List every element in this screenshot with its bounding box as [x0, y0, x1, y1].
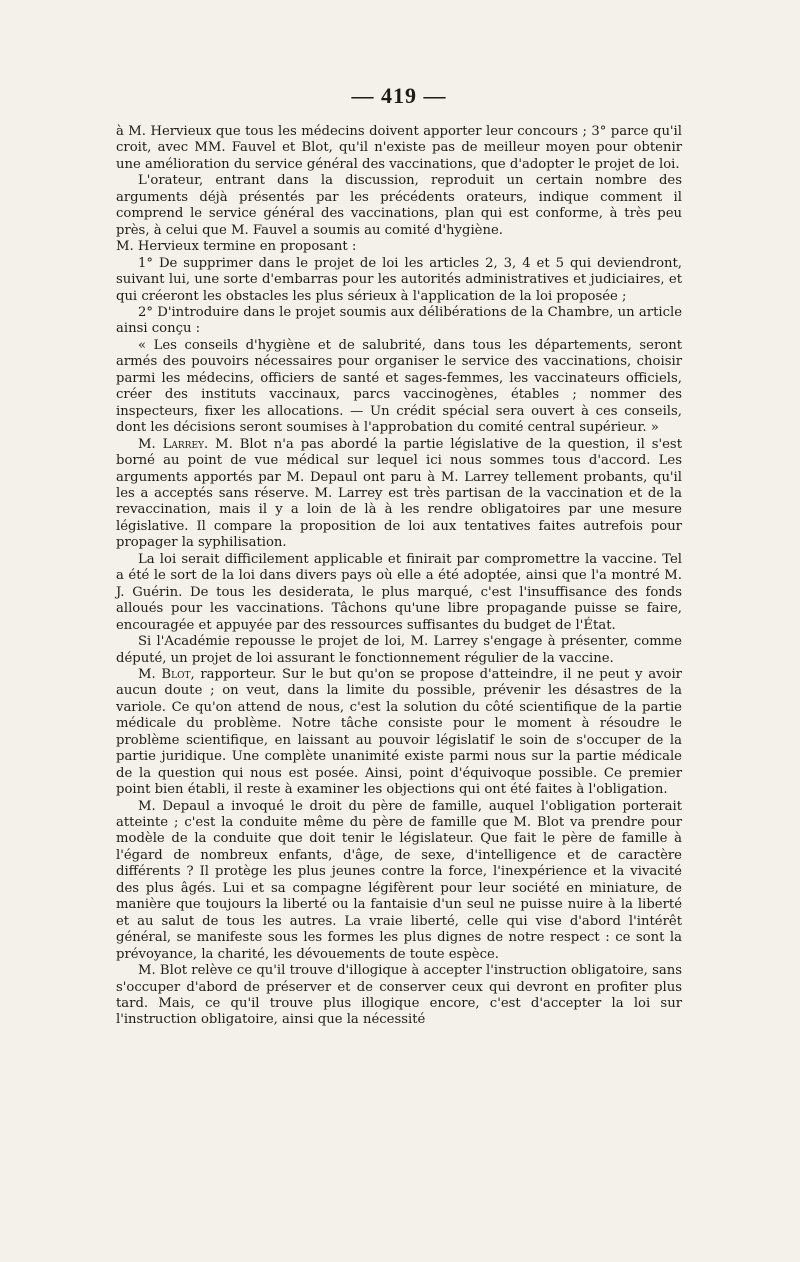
paragraph	[116, 963, 682, 1029]
paragraph-text: M. Depaul a invoqué le droit du père de famille, auquel l'obligation porterait atteinte ; c'est la conduite même du père de famille que M. Blot va prendre pour modèle de la conduite que doit tenir le législateur. Que fait le père de famille à l'égard de nombreux enfants, d'âge, de sexe, d'intelligence et de caractère différents ? Il protège les plus jeunes contre la force, l'inexpérience et la vivacité des plus âgés. Lui et sa compagne légifèrent pour leur société en miniature, de manière que toujours la liberté ou la fantaisie d'un seul ne puisse nuire à la liberté et au salut de tous les autres. La vraie liberté, celle qui vise d'abord l'intérêt général, se manifeste sous les formes les plus dignes de notre respect : ce sont la prévoyance, la charité, les dévouements de toute espèce.	[116, 798, 682, 962]
paragraph-text: M. Hervieux termine en proposant :	[116, 239, 357, 255]
paragraph-text: 2° D'introduire dans le projet soumis aux délibérations de la Chambre, un article ainsi conçu :	[116, 304, 682, 337]
paragraph-text: à M. Hervieux que tous les médecins doivent apporter leur concours ; 3° parce qu'il croit, avec MM. Fauvel et Blot, qu'il n'existe pas de meilleur moyen pour obtenir une amélioration du service général des vaccinations, que d'adopter le projet de loi.	[116, 124, 682, 172]
paragraph-text: M. Blot relève ce qu'il trouve d'illogique à accepter l'instruction obligatoire, sans s'occuper d'abord de préserver et de conserver ceux qui devront en profiter plus tard. Mais, ce qu'il trouve plus illogique encore, c'est d'accepter la loi sur l'instruction obligatoire, ainsi que la nécessité	[116, 963, 682, 1028]
paragraph-text: « Les conseils d'hygiène et de salubrité, dans tous les départements, seront armés des pouvoirs nécessaires pour organiser le service des vaccinations, choisir parmi les médecins, officiers de santé et sages-femmes, les vaccinateurs officiels, créer des instituts vaccinaux, parcs vaccinogènes, étables ; nommer des inspecteurs, fixer les allocations. — Un crédit spécial sera ouvert à ces conseils, dont les décisions seront soumises à l'approbation du comité central supérieur. »	[116, 337, 682, 436]
paragraph	[116, 667, 682, 799]
paragraph	[116, 173, 682, 239]
speaker-name: M. Blot,	[138, 666, 195, 682]
paragraph-text: 1° De supprimer dans le projet de loi les articles 2, 3, 4 et 5 qui deviendront, suivant lui, une sorte d'embarras pour les autorités administratives et judiciaires, et qui créeront les obstacles les plus sérieux à l'application de la loi proposée ;	[116, 255, 682, 304]
paragraph	[116, 256, 682, 305]
speaker-name: M. Larrey.	[138, 436, 209, 452]
paragraph	[116, 552, 682, 634]
paragraph	[116, 239, 682, 255]
paragraph	[116, 799, 682, 964]
book-page	[116, 82, 682, 1182]
paragraph	[116, 634, 682, 667]
paragraph	[116, 124, 682, 173]
paragraph-text: M. Blot n'a pas abordé la partie législative de la question, il s'est borné au point de vue médical sur lequel ici nous sommes tous d'accord. Les arguments apportés par M. Depaul ont paru à M. Larrey tellement probants, qu'il les a acceptés sans réserve. M. Larrey est très partisan de la vaccination et de la revaccination, mais il y a loin de là à les rendre obligatoires par une mesure législative. Il compare la proposition de loi aux tentatives faites autrefois pour propager la syphilisation.	[116, 436, 683, 551]
paragraph	[116, 305, 682, 338]
paragraph-text: L'orateur, entrant dans la discussion, reproduit un certain nombre des arguments déjà présentés par les précédents orateurs, indique comment il comprend le service général des vaccinations, plan qui est conforme, à très peu près, à celui que M. Fauvel a soumis au comité d'hygiène.	[116, 173, 682, 238]
paragraph-text: La loi serait difficilement applicable et finirait par compromettre la vaccine. Tel a été le sort de la loi dans divers pays où elle a été adoptée, ainsi que l'a montré M. J. Guérin. De tous les desiderata, le plus marqué, c'est l'insuffisance des fonds alloués pour les vaccinations. Tâchons qu'une libre propagande puisse se faire, encouragée et appuyée par des ressources suffisantes du budget de l'État.	[116, 551, 682, 633]
page-body	[116, 124, 682, 1029]
paragraph	[116, 437, 682, 552]
page-number: — 419 —	[351, 83, 447, 108]
paragraph-text: rapporteur. Sur le but qu'on se propose d'atteindre, il ne peut y avoir aucun doute ; on veut, dans la limite du possible, prévenir les désastres de la variole. Ce qu'on attend de nous, c'est la solution du côté scientifique de la partie médicale du problème. Notre tâche consiste pour le moment à résoudre le problème scientifique, en laissant au pouvoir législatif le soin de s'occuper de la partie juridique. Une complète unanimité existe parmi nous sur la partie médicale de la question qui nous est posée. Ainsi, point d'équivoque possible. Ce premier point bien établi, il reste à examiner les objections qui ont été faites à l'obligation.	[116, 666, 682, 798]
paragraph-text: Si l'Académie repousse le projet de loi, M. Larrey s'engage à présenter, comme député, un projet de loi assurant le fonctionnement régulier de la vaccine.	[116, 634, 682, 666]
paragraph	[116, 338, 682, 437]
